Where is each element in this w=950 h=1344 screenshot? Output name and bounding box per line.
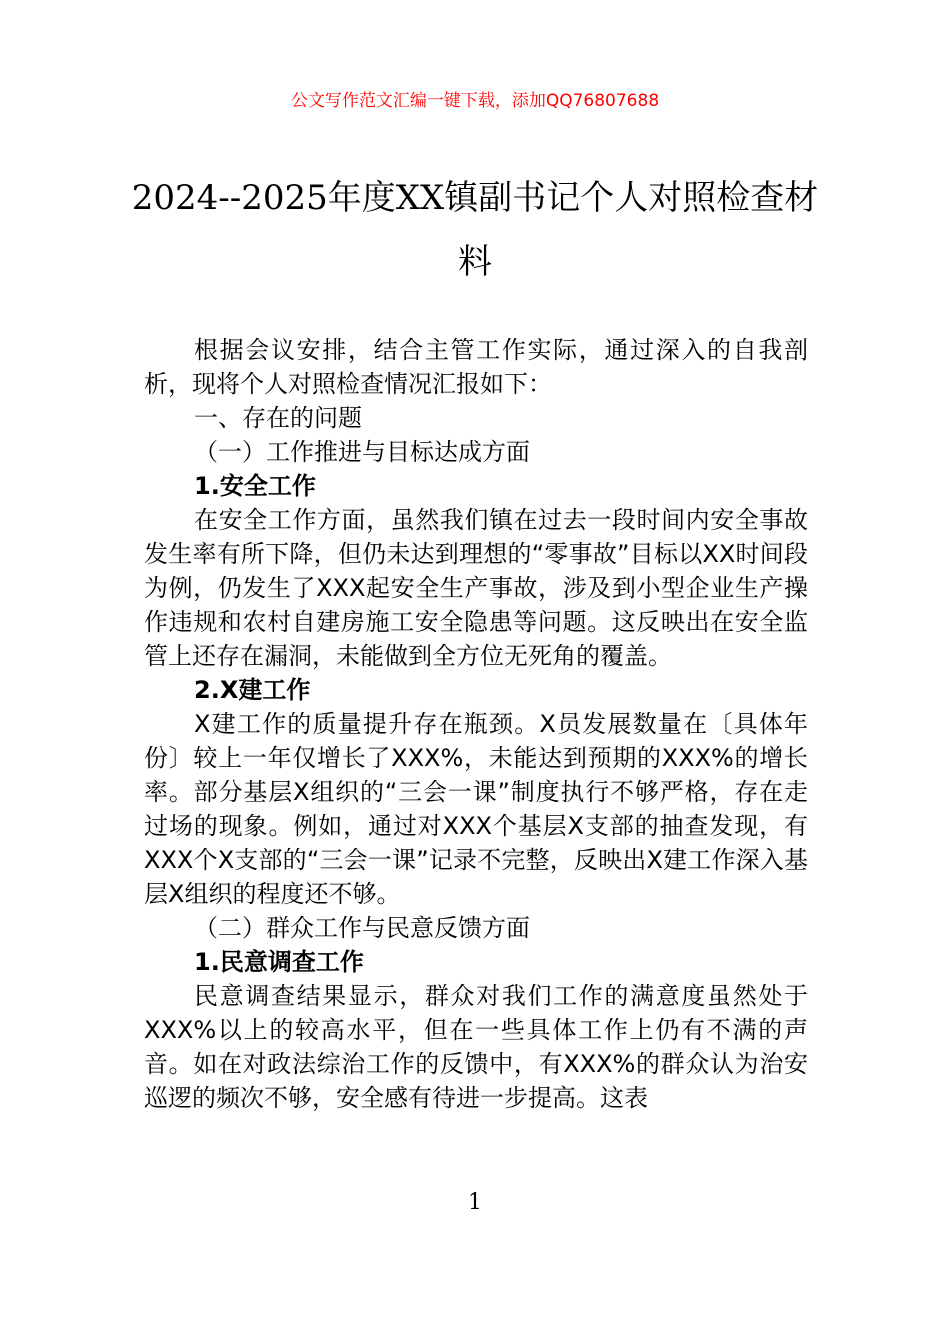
document-body bbox=[144, 333, 808, 1115]
document-title: 2024--2025年度XX镇副书记个人对照检查材料 bbox=[131, 178, 819, 282]
body-paragraph: 民意调查结果显示，群众对我们工作的满意度虽然处于XXX%以上的较高水平，但在一些具体工作上仍有不满的声音。如在对政法综治工作的反馈中，有XXX%的群众认为治安巡逻的频次不够，安全感有待进一步提高。这表 bbox=[144, 982, 808, 1112]
intro-paragraph: 根据会议安排，结合主管工作实际，通过深入的自我剖析，现将个人对照检查情况汇报如下： bbox=[144, 336, 808, 398]
body-paragraph: X建工作的质量提升存在瓶颈。X员发展数量在〔具体年份〕较上一年仅增长了XXX%，未能达到预期的XXX%的增长率。部分基层X组织的“三会一课”制度执行不够严格，存在走过场的现象。例如，通过对XXX个基层X支部的抽查发现，有XXX个X支部的“三会一课”记录不完整，反映出X建工作深入基层X组织的程度还不够。 bbox=[144, 710, 808, 908]
item-heading: 1.安全工作 bbox=[194, 472, 316, 500]
subsection-heading: （二）群众工作与民意反馈方面 bbox=[194, 914, 530, 942]
section-heading: 一、存在的问题 bbox=[194, 404, 362, 432]
body-paragraph: 在安全工作方面，虽然我们镇在过去一段时间内安全事故发生率有所下降，但仍未达到理想的“零事故”目标以XX时间段为例，仍发生了XXX起安全生产事故，涉及到小型企业生产操作违规和农村自建房施工安全隐患等问题。这反映出在安全监管上还存在漏洞，未能做到全方位无死角的覆盖。 bbox=[144, 506, 808, 670]
item-heading: 1.民意调查工作 bbox=[194, 948, 364, 976]
item-heading: 2.X建工作 bbox=[194, 676, 311, 704]
subsection-heading: （一）工作推进与目标达成方面 bbox=[194, 438, 530, 466]
page-number: 1 bbox=[468, 1190, 482, 1215]
watermark-text: 公文写作范文汇编一键下载，添加QQ76807688 bbox=[290, 91, 660, 111]
